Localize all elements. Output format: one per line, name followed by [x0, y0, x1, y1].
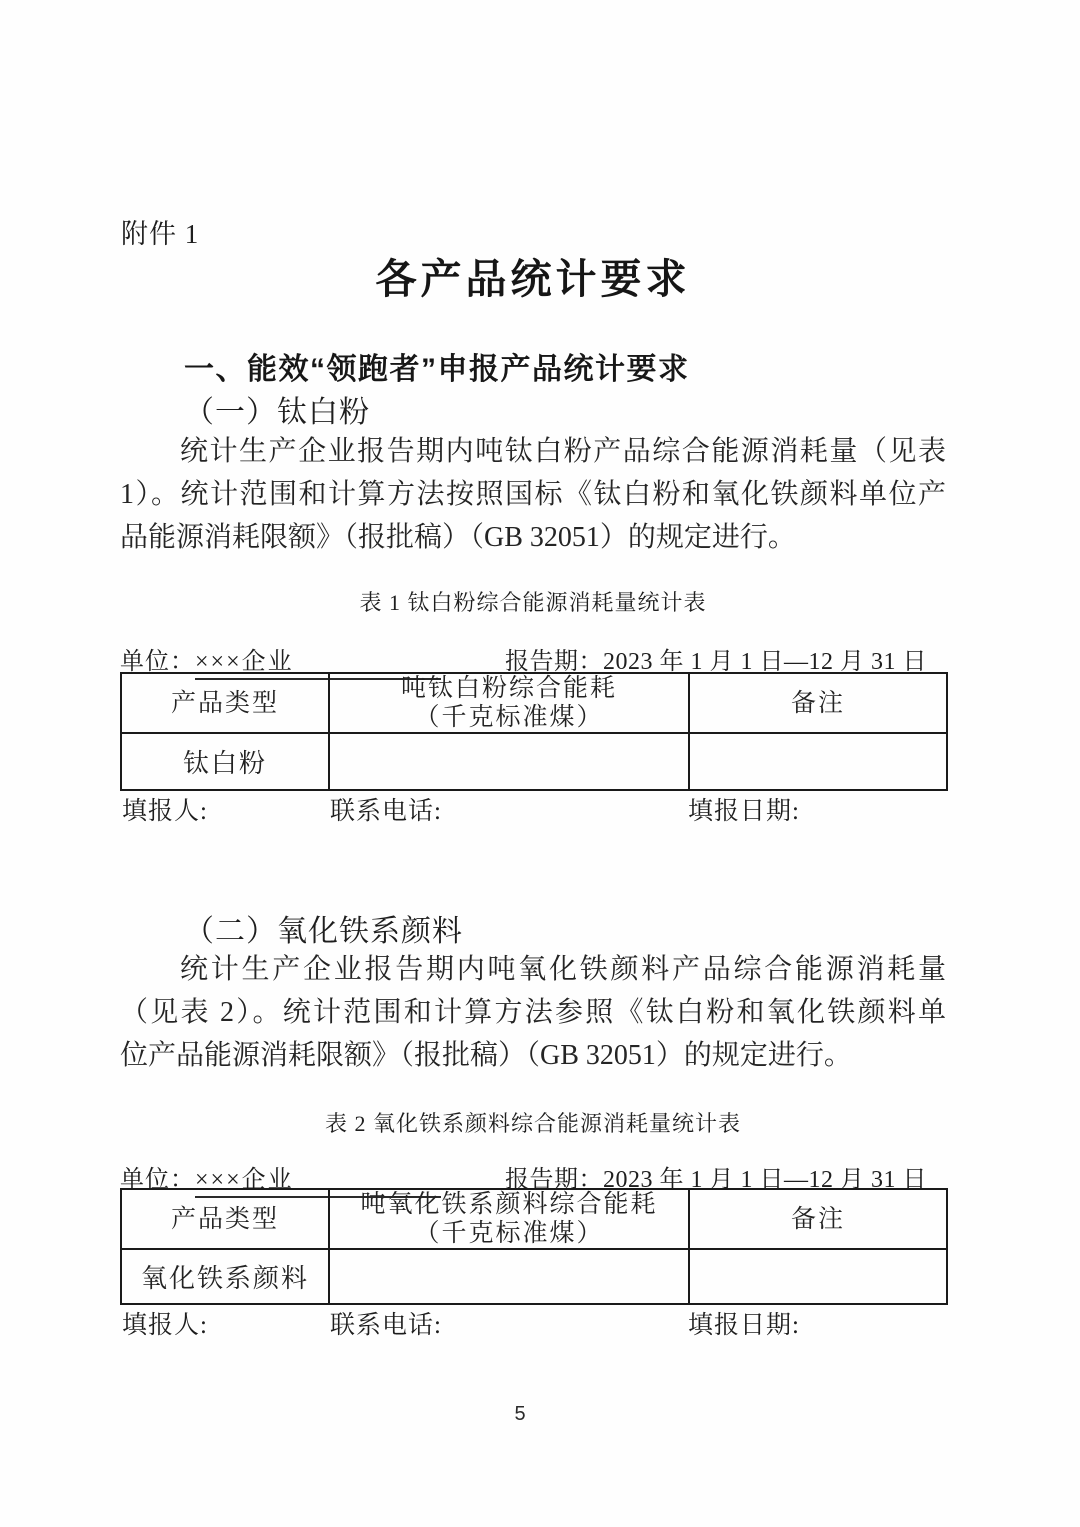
period-label: 报告期： — [505, 1167, 603, 1193]
paragraph-iron-oxide-pigment — [120, 948, 946, 1077]
phone-label: 联系电话: — [330, 1312, 442, 1339]
cell-remark-empty — [689, 733, 947, 790]
column-header-remark: 备注 — [689, 673, 947, 733]
subsection-1-heading: （一）钛白粉 — [184, 396, 370, 429]
unit-label: 单位： — [120, 649, 195, 675]
filler-label: 填报人: — [122, 798, 208, 825]
table-row — [121, 1189, 947, 1249]
filler-label: 填报人: — [122, 1312, 208, 1339]
cell-product-name: 氧化铁系颜料 — [121, 1249, 329, 1304]
cell-remark-empty — [689, 1249, 947, 1304]
column-header-product-type: 产品类型 — [121, 1189, 329, 1249]
paragraph-line: 1）。统计范围和计算方法按照国标《钛白粉和氧化铁颜料单位产 — [120, 479, 946, 510]
table-1 — [120, 672, 948, 791]
unit-label: 单位： — [120, 1167, 195, 1193]
cell-energy-value-empty — [329, 1249, 689, 1304]
paragraph-line: 品能源消耗限额》（报批稿）（GB 32051）的规定进行。 — [120, 522, 796, 553]
cell-energy-value-empty — [329, 733, 689, 790]
attachment-label: 附件 1 — [121, 219, 200, 249]
report-period — [505, 641, 927, 676]
column-header-energy — [329, 1189, 689, 1249]
paragraph-line: 统计生产企业报告期内吨钛白粉产品综合能源消耗量（见表 — [180, 436, 946, 467]
paragraph-line: 位产品能源消耗限额》（报批稿）（GB 32051）的规定进行。 — [120, 1040, 852, 1071]
column-header-product-type: 产品类型 — [121, 673, 329, 733]
column-header-energy-line2: （千克标准煤） — [414, 704, 604, 731]
table-row — [121, 733, 947, 790]
table-row — [121, 1249, 947, 1304]
column-header-energy-line1: 吨钛白粉综合能耗 — [400, 675, 617, 702]
table-1-caption: 表 1 钛白粉综合能源消耗量统计表 — [359, 590, 707, 615]
subsection-2-heading: （二）氧化铁系颜料 — [184, 915, 463, 948]
column-header-energy — [329, 673, 689, 733]
paragraph-line: （见表 2）。统计范围和计算方法参照《钛白粉和氧化铁颜料单 — [120, 997, 946, 1028]
phone-label: 联系电话: — [330, 798, 442, 825]
table-1-signature-row — [120, 791, 946, 825]
cell-product-name: 钛白粉 — [121, 733, 329, 790]
period-value: 2023 年 1 月 1 日—12 月 31 日 — [603, 649, 927, 675]
paragraph-titanium-dioxide — [120, 430, 946, 559]
table-2-meta-row — [120, 1159, 946, 1193]
unit-value: ×××企业 — [195, 641, 441, 680]
page-title: 各产品统计要求 — [375, 256, 691, 302]
period-label: 报告期： — [505, 649, 603, 675]
column-header-remark: 备注 — [689, 1189, 947, 1249]
unit-value: ×××企业 — [195, 1159, 441, 1198]
table-2 — [120, 1188, 948, 1305]
table-row — [121, 673, 947, 733]
table-1-meta-row — [120, 641, 946, 675]
table-2-caption: 表 2 氧化铁系颜料综合能源消耗量统计表 — [324, 1111, 741, 1136]
column-header-energy-line1: 吨氧化铁系颜料综合能耗 — [360, 1191, 658, 1218]
section-1-heading: 一、能效“领跑者”申报产品统计要求 — [184, 353, 690, 386]
period-value: 2023 年 1 月 1 日—12 月 31 日 — [603, 1167, 927, 1193]
date-label: 填报日期: — [688, 1312, 800, 1339]
column-header-energy-line2: （千克标准煤） — [414, 1220, 604, 1247]
page-number: 5 — [514, 1403, 526, 1425]
paragraph-line: 统计生产企业报告期内吨氧化铁颜料产品综合能源消耗量 — [180, 954, 946, 985]
table-2-signature-row — [120, 1305, 946, 1339]
date-label: 填报日期: — [688, 798, 800, 825]
